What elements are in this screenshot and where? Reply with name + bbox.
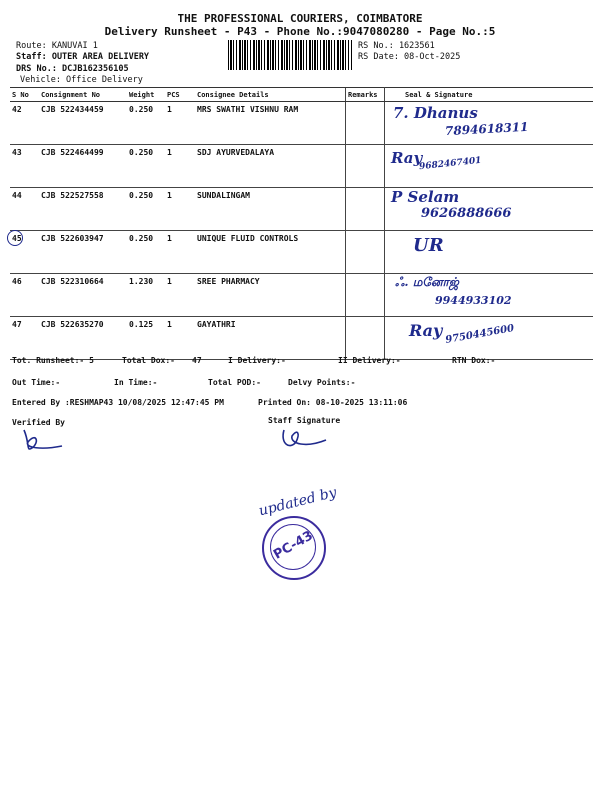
row-signature — [385, 317, 594, 360]
col-consignment: Consignment No — [39, 88, 127, 102]
in-time: In Time:- — [114, 378, 158, 387]
col-pcs: PCS — [165, 88, 195, 102]
table-row — [10, 102, 593, 145]
row-consignee: SUNDALINGAM — [195, 188, 346, 231]
row-remarks — [346, 274, 385, 317]
row-signature — [385, 231, 594, 274]
row-consignee: UNIQUE FLUID CONTROLS — [195, 231, 346, 274]
row-remarks — [346, 231, 385, 274]
ii-delivery: II Delivery:- — [338, 356, 401, 365]
row-consignee: MRS SWATHI VISHNU RAM — [195, 102, 346, 145]
row-signature — [385, 145, 594, 188]
row-remarks — [346, 188, 385, 231]
company-title: THE PROFESSIONAL COURIERS, COIMBATORE — [177, 12, 423, 25]
table-row — [10, 231, 593, 274]
row-consignee: SREE PHARMACY — [195, 274, 346, 317]
stamp-text: PC-43 — [271, 528, 316, 563]
row-consignment: CJB 522527558 — [39, 188, 127, 231]
row-weight: 0.125 — [127, 317, 165, 360]
staff-signature: Staff Signature — [268, 416, 341, 425]
row-pcs: 1 — [165, 231, 195, 274]
circle-mark — [7, 230, 23, 246]
total-pod: Total POD:- — [208, 378, 261, 387]
row-sno: 46 — [10, 274, 39, 317]
signature-phone: 9626888666 — [421, 206, 512, 221]
row-consignment: CJB 522464499 — [39, 145, 127, 188]
row-pcs: 1 — [165, 102, 195, 145]
vehicle: Vehicle: Office Delivery — [20, 75, 143, 85]
row-consignment: CJB 522310664 — [39, 274, 127, 317]
handwritten-note: updated by — [257, 484, 339, 520]
row-sno: 42 — [10, 102, 39, 145]
runsheet-subtitle: Delivery Runsheet - P43 - Phone No.:9047080280 - Page No.:5 — [104, 25, 496, 38]
out-time: Out Time:- — [12, 378, 61, 387]
row-consignment: CJB 522635270 — [39, 317, 127, 360]
row-remarks — [346, 317, 385, 360]
signature: ஃ. மனோஜ் — [395, 275, 459, 289]
row-sno: 43 — [10, 145, 39, 188]
verifier-signature-mark — [18, 426, 68, 454]
staff-signature-mark — [276, 424, 336, 452]
row-sno-text: 45 — [12, 234, 22, 243]
row-pcs: 1 — [165, 145, 195, 188]
col-weight: Weight — [127, 88, 165, 102]
col-consignee: Consignee Details — [195, 88, 346, 102]
row-sno: 47 — [10, 317, 39, 360]
row-remarks — [346, 145, 385, 188]
row-sno — [10, 231, 39, 274]
staff: Staff: OUTER AREA DELIVERY — [16, 52, 150, 62]
row-consignee: GAYATHRI — [195, 317, 346, 360]
barcode — [228, 40, 352, 70]
signature-phone: 9944933102 — [435, 294, 512, 307]
signature: 7. Dhanus — [393, 104, 478, 122]
col-sno: S No — [10, 88, 39, 102]
col-seal: Seal & Signature — [385, 88, 594, 102]
i-delivery: I Delivery:- — [228, 356, 286, 365]
runsheet-table — [10, 87, 593, 360]
row-pcs: 1 — [165, 188, 195, 231]
rs-number: RS No.: 1623561 — [358, 41, 435, 51]
row-signature — [385, 274, 594, 317]
signature-phone: 9682467401 — [418, 155, 482, 173]
table-row — [10, 188, 593, 231]
verified-by: Verified By — [12, 418, 65, 427]
row-consignee: SDJ AYURVEDALAYA — [195, 145, 346, 188]
row-pcs: 1 — [165, 317, 195, 360]
table-row — [10, 317, 593, 360]
row-consignment: CJB 522434459 — [39, 102, 127, 145]
table-row — [10, 145, 593, 188]
row-remarks — [346, 102, 385, 145]
row-weight: 0.250 — [127, 102, 165, 145]
row-sno: 44 — [10, 188, 39, 231]
tot-runsheet: Tot. Runsheet:- 5 — [12, 356, 94, 365]
total-dox: Total Dox:- — [122, 356, 175, 365]
delvy-points: Delvy Points:- — [288, 378, 356, 387]
signature: P Selam — [391, 188, 460, 206]
table-header-row — [10, 88, 593, 102]
row-signature — [385, 188, 594, 231]
pc43-stamp — [262, 516, 326, 580]
row-weight: 0.250 — [127, 231, 165, 274]
signature-phone: 9750445600 — [444, 323, 516, 346]
signature: UR — [413, 235, 444, 256]
printed-on: Printed On: 08-10-2025 13:11:06 — [258, 398, 408, 407]
signature: Ray — [409, 321, 443, 340]
total-dox-value: 47 — [192, 356, 202, 365]
row-pcs: 1 — [165, 274, 195, 317]
row-consignment: CJB 522603947 — [39, 231, 127, 274]
entered-by: Entered By :RESHMAP43 10/08/2025 12:47:45 PM — [12, 398, 224, 407]
row-weight: 0.250 — [127, 188, 165, 231]
col-remarks: Remarks — [346, 88, 385, 102]
rtn-dox: RTN Dox:- — [452, 356, 496, 365]
signature-phone: 7894618311 — [444, 119, 529, 139]
row-weight: 0.250 — [127, 145, 165, 188]
row-signature — [385, 102, 594, 145]
route: Route: KANUVAI 1 — [16, 41, 98, 51]
drs-number: DRS No.: DCJB162356105 — [16, 64, 129, 74]
rs-date: RS Date: 08-Oct-2025 — [358, 52, 461, 62]
row-weight: 1.230 — [127, 274, 165, 317]
signature: Ray — [391, 149, 423, 167]
table-row — [10, 274, 593, 317]
